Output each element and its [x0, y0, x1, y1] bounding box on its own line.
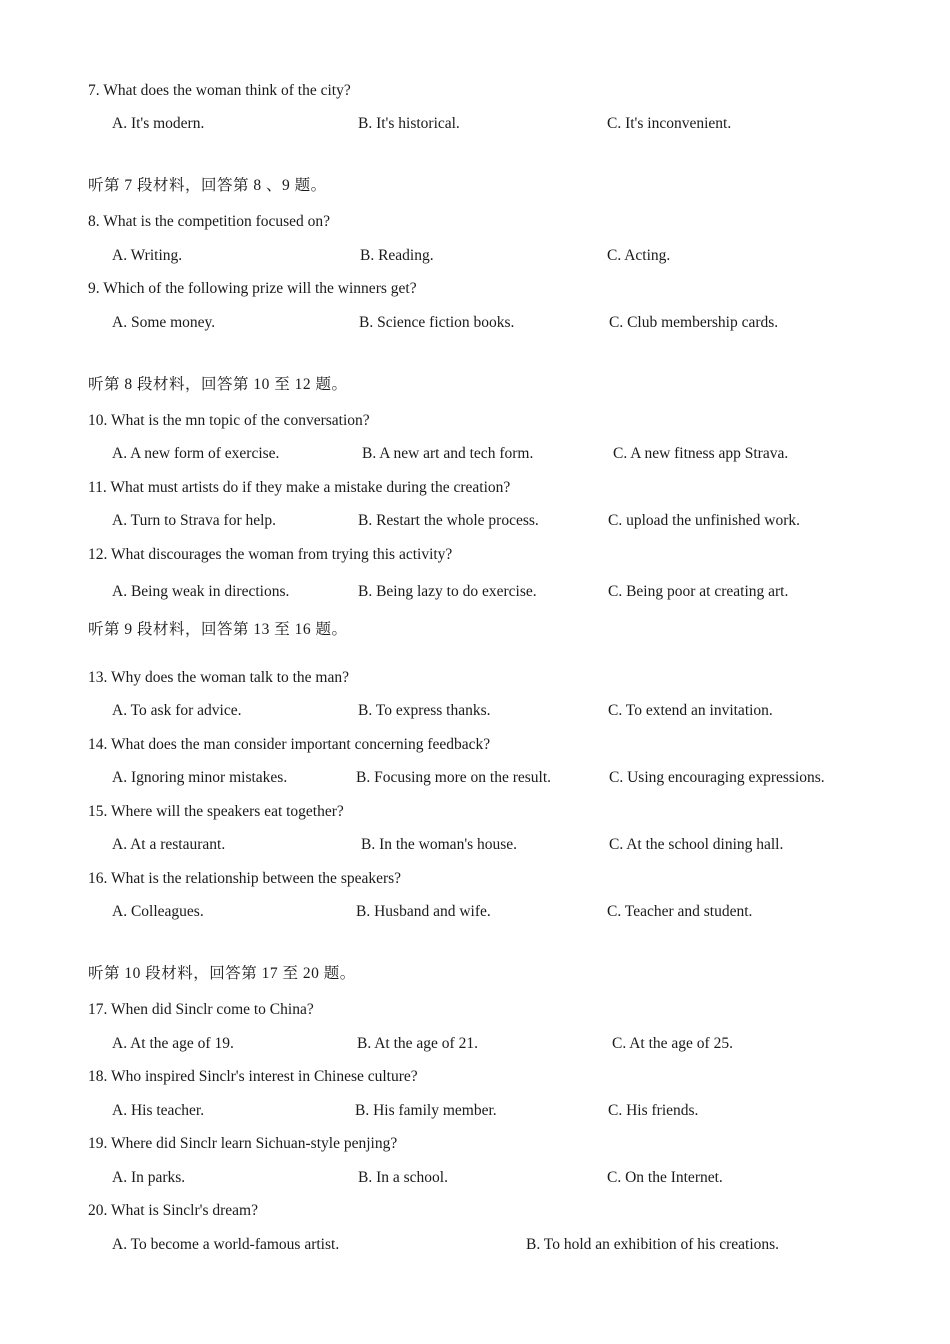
question-15-stem: 15. Where will the speakers eat together? — [88, 803, 344, 820]
question-8-option-c: C. Acting. — [607, 247, 671, 264]
question-20-option-b: B. To hold an exhibition of his creations. — [526, 1236, 780, 1253]
question-9-option-a: A. Some money. — [112, 314, 216, 331]
question-17-option-c: C. At the age of 25. — [612, 1035, 733, 1052]
question-9-option-b: B. Science fiction books. — [359, 314, 515, 331]
question-11-stem: 11. What must artists do if they make a mistake during the creation? — [88, 479, 511, 496]
question-11-option-b: B. Restart the whole process. — [358, 512, 539, 529]
question-13-stem: 13. Why does the woman talk to the man? — [88, 669, 350, 686]
question-7-option-b: B. It's historical. — [358, 115, 460, 132]
question-7-stem: 7. What does the woman think of the city? — [88, 82, 351, 99]
question-18-option-a: A. His teacher. — [112, 1102, 205, 1119]
question-15-option-c: C. At the school dining hall. — [609, 836, 784, 853]
question-16-option-c: C. Teacher and student. — [607, 903, 753, 920]
question-18-option-c: C. His friends. — [608, 1102, 699, 1119]
question-10-stem: 10. What is the mn topic of the conversation? — [88, 412, 370, 429]
question-8-stem: 8. What is the competition focused on? — [88, 213, 331, 230]
question-14-option-a: A. Ignoring minor mistakes. — [112, 769, 288, 786]
section-heading-7: 听第 7 段材料，回答第 8 、9 题。 — [88, 177, 327, 194]
question-12-option-c: C. Being poor at creating art. — [608, 583, 789, 600]
question-11-option-c: C. upload the unfinished work. — [608, 512, 801, 529]
question-14-option-c: C. Using encouraging expressions. — [609, 769, 825, 786]
question-13-option-b: B. To express thanks. — [358, 702, 491, 719]
question-12-stem: 12. What discourages the woman from trying this activity? — [88, 546, 453, 563]
question-14-option-b: B. Focusing more on the result. — [356, 769, 552, 786]
question-17-option-a: A. At the age of 19. — [112, 1035, 234, 1052]
question-10-option-c: C. A new fitness app Strava. — [613, 445, 789, 462]
question-8-option-b: B. Reading. — [360, 247, 434, 264]
question-7-option-a: A. It's modern. — [112, 115, 205, 132]
question-10-option-a: A. A new form of exercise. — [112, 445, 280, 462]
question-7-option-c: C. It's inconvenient. — [607, 115, 732, 132]
question-13-option-c: C. To extend an invitation. — [608, 702, 773, 719]
question-12-option-b: B. Being lazy to do exercise. — [358, 583, 537, 600]
question-19-option-a: A. In parks. — [112, 1169, 186, 1186]
question-13-option-a: A. To ask for advice. — [112, 702, 242, 719]
question-15-option-b: B. In the woman's house. — [361, 836, 518, 853]
question-20-stem: 20. What is Sinclr's dream? — [88, 1202, 258, 1219]
question-16-stem: 16. What is the relationship between the speakers? — [88, 870, 402, 887]
question-18-option-b: B. His family member. — [355, 1102, 497, 1119]
question-16-option-b: B. Husband and wife. — [356, 903, 491, 920]
question-14-stem: 14. What does the man consider important concerning feedback? — [88, 736, 491, 753]
question-15-option-a: A. At a restaurant. — [112, 836, 226, 853]
question-18-stem: 18. Who inspired Sinclr's interest in Chinese culture? — [88, 1068, 418, 1085]
question-8-option-a: A. Writing. — [112, 247, 183, 264]
section-heading-10: 听第 10 段材料，回答第 17 至 20 题。 — [88, 965, 356, 982]
question-19-option-c: C. On the Internet. — [607, 1169, 723, 1186]
question-19-option-b: B. In a school. — [358, 1169, 448, 1186]
question-11-option-a: A. Turn to Strava for help. — [112, 512, 277, 529]
section-heading-8: 听第 8 段材料，回答第 10 至 12 题。 — [88, 376, 348, 393]
question-19-stem: 19. Where did Sinclr learn Sichuan-style penjing? — [88, 1135, 398, 1152]
question-16-option-a: A. Colleagues. — [112, 903, 204, 920]
question-17-stem: 17. When did Sinclr come to China? — [88, 1001, 314, 1018]
question-9-stem: 9. Which of the following prize will the winners get? — [88, 280, 417, 297]
question-9-option-c: C. Club membership cards. — [609, 314, 779, 331]
question-10-option-b: B. A new art and tech form. — [362, 445, 534, 462]
question-20-option-a: A. To become a world-famous artist. — [112, 1236, 340, 1253]
question-17-option-b: B. At the age of 21. — [357, 1035, 478, 1052]
question-12-option-a: A. Being weak in directions. — [112, 583, 290, 600]
section-heading-9: 听第 9 段材料，回答第 13 至 16 题。 — [88, 621, 348, 638]
